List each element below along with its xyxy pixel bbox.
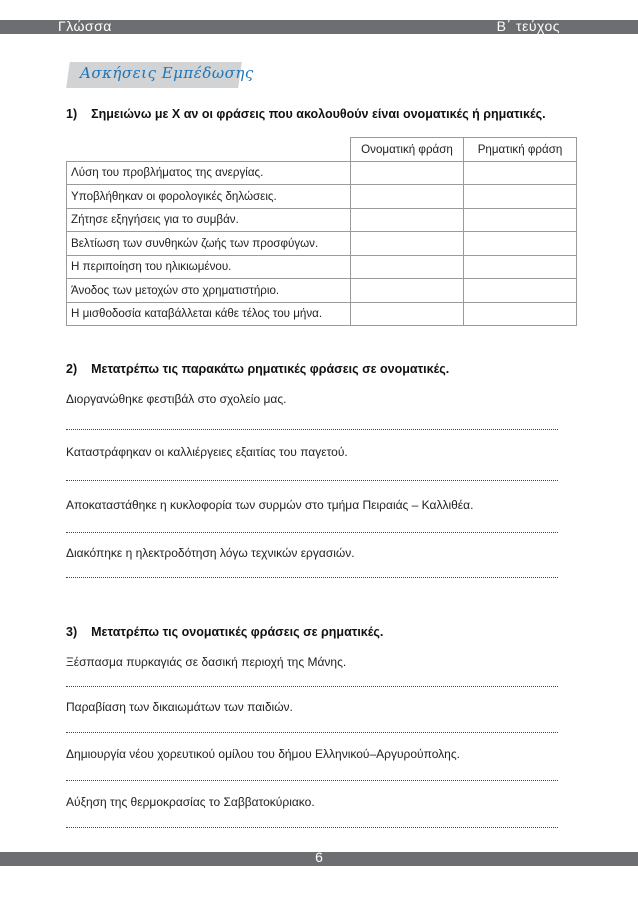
verbal-checkbox-cell[interactable] <box>464 302 577 326</box>
nominal-checkbox-cell[interactable] <box>351 255 464 279</box>
column-header-verbal: Ρηματική φράση <box>464 138 577 162</box>
exercise-1-title <box>66 107 546 121</box>
table-header-blank <box>67 138 351 162</box>
answer-line[interactable] <box>66 685 558 687</box>
answer-line[interactable] <box>66 479 558 481</box>
table-row <box>67 302 577 326</box>
exercise-2-item: Διακόπηκε η ηλεκτροδότηση λόγω τεχνικών εργασιών. <box>66 546 355 560</box>
exercise-3-item: Αύξηση της θερμοκρασίας το Σαββατοκύριακο. <box>66 795 315 809</box>
answer-line[interactable] <box>66 731 558 733</box>
exercise-3-title <box>66 625 383 639</box>
verbal-checkbox-cell[interactable] <box>464 208 577 232</box>
table-row <box>67 161 577 185</box>
phrase-cell: Υποβλήθηκαν οι φορολογικές δηλώσεις. <box>67 185 351 209</box>
phrase-cell: Βελτίωση των συνθηκών ζωής των προσφύγων. <box>67 232 351 256</box>
nominal-checkbox-cell[interactable] <box>351 208 464 232</box>
table-row <box>67 185 577 209</box>
classification-table <box>66 137 577 326</box>
verbal-checkbox-cell[interactable] <box>464 232 577 256</box>
exercise-2-item: Καταστράφηκαν οι καλλιέργειες εξαιτίας του παγετού. <box>66 445 348 459</box>
exercise-2-item: Διοργανώθηκε φεστιβάλ στο σχολείο μας. <box>66 392 287 406</box>
exercise-2-title <box>66 362 449 376</box>
header-subject: Γλώσσα <box>58 18 112 34</box>
nominal-checkbox-cell[interactable] <box>351 161 464 185</box>
table-row <box>67 279 577 303</box>
exercise-1-number: 1) <box>66 107 78 121</box>
table-row <box>67 255 577 279</box>
table-row <box>67 232 577 256</box>
verbal-checkbox-cell[interactable] <box>464 185 577 209</box>
exercise-2-number: 2) <box>66 362 78 376</box>
section-badge-label: Ασκήσεις Εμπέδωσης <box>80 64 254 82</box>
nominal-checkbox-cell[interactable] <box>351 185 464 209</box>
phrase-cell: Λύση του προβλήματος της ανεργίας. <box>67 161 351 185</box>
column-header-nominal: Ονοματική φράση <box>351 138 464 162</box>
exercise-2-item: Αποκαταστάθηκε η κυκλοφορία των συρμών στο τμήμα Πειραιάς – Καλλιθέα. <box>66 498 474 512</box>
answer-line[interactable] <box>66 531 558 533</box>
exercise-3-text: Μετατρέπω τις ονοματικές φράσεις σε ρηματικές. <box>91 625 384 639</box>
page-header <box>0 0 638 36</box>
nominal-checkbox-cell[interactable] <box>351 302 464 326</box>
phrase-cell: Άνοδος των μετοχών στο χρηματιστήριο. <box>67 279 351 303</box>
table-row <box>67 208 577 232</box>
phrase-cell: Η περιποίηση του ηλικιωμένου. <box>67 255 351 279</box>
phrase-cell: Η μισθοδοσία καταβάλλεται κάθε τέλος του μήνα. <box>67 302 351 326</box>
exercise-3-item: Παραβίαση των δικαιωμάτων των παιδιών. <box>66 700 293 714</box>
exercise-1-text: Σημειώνω με Χ αν οι φράσεις που ακολουθούν είναι ονοματικές ή ρηματικές. <box>91 107 546 121</box>
header-issue: Β΄ τεύχος <box>496 18 560 34</box>
verbal-checkbox-cell[interactable] <box>464 255 577 279</box>
answer-line[interactable] <box>66 576 558 578</box>
nominal-checkbox-cell[interactable] <box>351 279 464 303</box>
phrase-cell: Ζήτησε εξηγήσεις για το συμβάν. <box>67 208 351 232</box>
page-number: 6 <box>315 849 323 865</box>
answer-line[interactable] <box>66 428 558 430</box>
table-header-row <box>67 138 577 162</box>
exercise-3-item: Δημιουργία νέου χορευτικού ομίλου του δήμου Ελληνικού–Αργυρούπολης. <box>66 747 460 761</box>
exercise-3-number: 3) <box>66 625 78 639</box>
verbal-checkbox-cell[interactable] <box>464 279 577 303</box>
verbal-checkbox-cell[interactable] <box>464 161 577 185</box>
exercise-3-item: Ξέσπασμα πυρκαγιάς σε δασική περιοχή της Μάνης. <box>66 655 347 669</box>
nominal-checkbox-cell[interactable] <box>351 232 464 256</box>
exercise-2-text: Μετατρέπω τις παρακάτω ρηματικές φράσεις σε ονοματικές. <box>91 362 450 376</box>
answer-line[interactable] <box>66 779 558 781</box>
answer-line[interactable] <box>66 826 558 828</box>
